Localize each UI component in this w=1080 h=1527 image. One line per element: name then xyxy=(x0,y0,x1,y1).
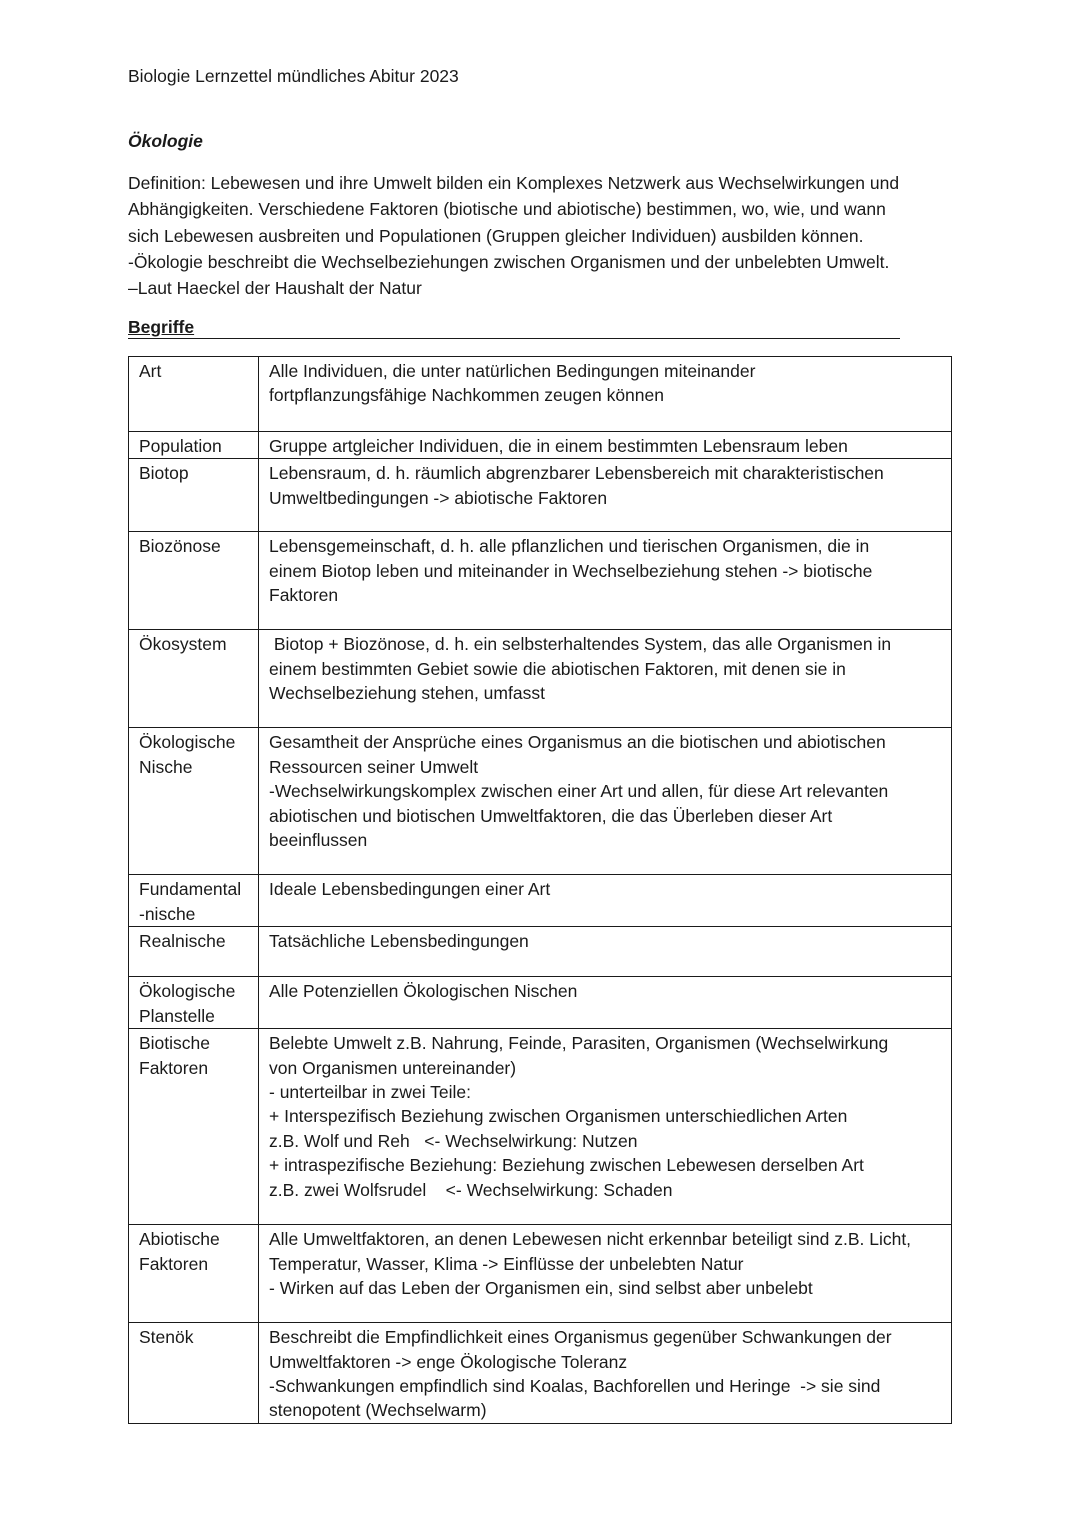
definition-line: - Wirken auf das Leben der Organismen ein, sind selbst aber unbelebt xyxy=(269,1278,813,1299)
table-row xyxy=(129,432,952,459)
term-label: Population xyxy=(139,436,222,456)
table-row xyxy=(129,1029,952,1225)
definition-line: z.B. Wolf und Reh <- Wechselwirkung: Nutzen xyxy=(269,1130,638,1151)
terms-heading xyxy=(128,316,900,339)
intro-line: Abhängigkeiten. Verschiedene Faktoren (biotische und abiotische) bestimmen, wo, wie, und wann xyxy=(128,199,886,220)
term-cell xyxy=(129,432,259,459)
definition-line: + intraspezifische Beziehung: Beziehung zwischen Lebewesen derselben Art xyxy=(269,1155,864,1176)
term-label: Faktoren xyxy=(139,1253,209,1274)
definition-line: fortpflanzungsfähige Nachkommen zeugen können xyxy=(269,385,664,406)
table-row xyxy=(129,728,952,875)
term-label: Realnische xyxy=(139,931,226,952)
definition-line: Ideale Lebensbedingungen einer Art xyxy=(269,879,551,900)
intro-line: -Ökologie beschreibt die Wechselbeziehungen zwischen Organismen und der unbelebten Umwelt. xyxy=(128,251,890,272)
term-label: Biozönose xyxy=(139,536,221,557)
definition-line: Lebensraum, d. h. räumlich abgrenzbarer Lebensbereich mit charakteristischen xyxy=(269,463,884,484)
page-header: Biologie Lernzettel mündliches Abitur 2023 xyxy=(128,66,459,86)
term-label: Nische xyxy=(139,756,193,777)
term-cell xyxy=(129,1225,259,1323)
term-label: Biotische xyxy=(139,1033,211,1054)
term-cell xyxy=(129,630,259,728)
definition-line: -Schwankungen empfindlich sind Koalas, Bachforellen und Heringe -> sie sind xyxy=(269,1376,881,1397)
definition-line: stenopotent (Wechselwarm) xyxy=(269,1400,487,1421)
term-label: Abiotische xyxy=(139,1229,220,1250)
definition-cell xyxy=(259,532,952,630)
definition-cell xyxy=(259,728,952,875)
table-row xyxy=(129,357,952,432)
definition-cell xyxy=(259,1323,952,1424)
definition-line: Alle Umweltfaktoren, an denen Lebewesen nicht erkennbar beteiligt sind z.B. Licht, xyxy=(269,1229,912,1250)
intro-line: –Laut Haeckel der Haushalt der Natur xyxy=(128,278,422,299)
term-cell xyxy=(129,728,259,875)
table-row xyxy=(129,977,952,1029)
definition-line: Ressourcen seiner Umwelt xyxy=(269,756,479,777)
definition-line: Temperatur, Wasser, Klima -> Einflüsse der unbelebten Natur xyxy=(269,1253,744,1274)
definition-cell xyxy=(259,875,952,927)
definition-line: Gruppe artgleicher Individuen, die in einem bestimmten Lebensraum leben xyxy=(269,436,848,456)
definition-line: Umweltbedingungen -> abiotische Faktoren xyxy=(269,487,608,508)
term-label: Fundamental xyxy=(139,879,242,900)
term-label: Ökologische xyxy=(139,732,236,753)
definition-line: z.B. zwei Wolfsrudel <- Wechselwirkung: Schaden xyxy=(269,1179,673,1200)
intro-paragraph xyxy=(128,170,958,301)
definition-line: Alle Individuen, die unter natürlichen Bedingungen miteinander xyxy=(269,361,756,381)
table-row xyxy=(129,630,952,728)
definition-line: Tatsächliche Lebensbedingungen xyxy=(269,931,529,952)
intro-line: sich Lebewesen ausbreiten und Populationen (Gruppen gleicher Individuen) ausbilden können. xyxy=(128,225,864,246)
term-label: Biotop xyxy=(139,463,189,484)
definition-cell xyxy=(259,1029,952,1225)
definition-line: Faktoren xyxy=(269,585,339,606)
table-row xyxy=(129,1323,952,1424)
term-cell xyxy=(129,532,259,630)
intro-line: Definition: Lebewesen und ihre Umwelt bilden ein Komplexes Netzwerk aus Wechselwirkungen und xyxy=(128,173,900,193)
term-label: Faktoren xyxy=(139,1057,209,1078)
table-row xyxy=(129,875,952,927)
definition-line: Wechselbeziehung stehen, umfasst xyxy=(269,683,545,704)
definition-cell xyxy=(259,977,952,1029)
definition-line: Alle Potenziellen Ökologischen Nischen xyxy=(269,981,578,1002)
definition-line: - unterteilbar in zwei Teile: xyxy=(269,1082,471,1103)
term-label: Art xyxy=(139,361,162,381)
definition-line: von Organismen untereinander) xyxy=(269,1057,517,1078)
table-row xyxy=(129,459,952,532)
table-row xyxy=(129,927,952,977)
definition-cell xyxy=(259,432,952,459)
term-cell xyxy=(129,875,259,927)
definition-cell xyxy=(259,357,952,432)
term-label: Ökologische xyxy=(139,981,236,1002)
definition-cell xyxy=(259,1225,952,1323)
definition-line: Beschreibt die Empfindlichkeit eines Organismus gegenüber Schwankungen der xyxy=(269,1327,892,1348)
definition-line: Gesamtheit der Ansprüche eines Organismus an die biotischen und abiotischen xyxy=(269,732,886,753)
definition-line: Biotop + Biozönose, d. h. ein selbsterhaltendes System, das alle Organismen in xyxy=(269,634,892,655)
terms-table xyxy=(128,356,952,1424)
term-cell xyxy=(129,1029,259,1225)
definition-line: beeinflussen xyxy=(269,830,368,851)
definition-cell xyxy=(259,927,952,977)
term-cell xyxy=(129,357,259,432)
table-row xyxy=(129,532,952,630)
term-cell xyxy=(129,1323,259,1424)
term-label: -nische xyxy=(139,903,196,924)
definition-line: + Interspezifisch Beziehung zwischen Organismen unterschiedlichen Arten xyxy=(269,1106,848,1127)
definition-cell xyxy=(259,459,952,532)
definition-line: -Wechselwirkungskomplex zwischen einer Art und allen, für diese Art relevanten xyxy=(269,781,889,802)
definition-line: einem Biotop leben und miteinander in Wechselbeziehung stehen -> biotische xyxy=(269,560,873,581)
section-title: Ökologie xyxy=(128,131,203,151)
term-cell xyxy=(129,977,259,1029)
definition-line: Umweltfaktoren -> enge Ökologische Toleranz xyxy=(269,1351,628,1372)
terms-heading-label: Begriffe xyxy=(128,317,195,337)
term-cell xyxy=(129,927,259,977)
term-label: Ökosystem xyxy=(139,634,227,655)
definition-line: Belebte Umwelt z.B. Nahrung, Feinde, Parasiten, Organismen (Wechselwirkung xyxy=(269,1033,889,1054)
definition-cell xyxy=(259,630,952,728)
table-row xyxy=(129,1225,952,1323)
definition-line: Lebensgemeinschaft, d. h. alle pflanzlichen und tierischen Organismen, die in xyxy=(269,536,870,557)
term-cell xyxy=(129,459,259,532)
term-label: Stenök xyxy=(139,1327,194,1348)
term-label: Planstelle xyxy=(139,1005,215,1026)
definition-line: einem bestimmten Gebiet sowie die abiotischen Faktoren, mit denen sie in xyxy=(269,658,846,679)
definition-line: abiotischen und biotischen Umweltfaktoren, die das Überleben dieser Art xyxy=(269,805,833,826)
